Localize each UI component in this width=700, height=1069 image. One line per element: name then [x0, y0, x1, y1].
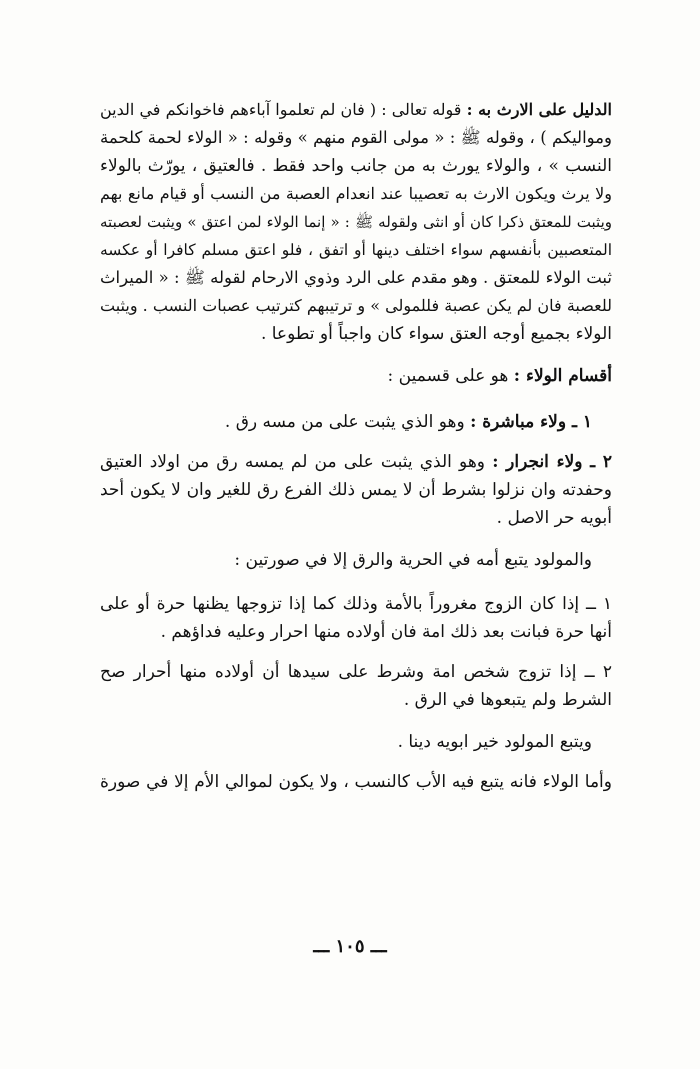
line-text: ٢ ــ إذا تزوج شخص امة وشرط على سيدها أن أولاده منها أحرار صح	[100, 662, 612, 682]
line-text: ومواليكم ) ، وقوله ﷺ : « مولى القوم منهم » وقوله : « الولاء لحمة كلحمة	[100, 128, 612, 147]
text-line	[100, 152, 612, 180]
paragraph-gap	[100, 532, 612, 546]
line-text: المتعصبين بأنفسهم سواء اختلف دينها أو اتفق ، فلو اعتق مسلم كافرا أو عكسه	[100, 241, 612, 259]
paragraph	[100, 590, 612, 646]
paragraph-gap	[100, 756, 612, 768]
text-line	[100, 408, 592, 436]
paragraph	[100, 448, 612, 532]
line-text: ولا يرث ويكون الارث به تعصيبا عند انعدام العصبة من النسب أو قيام مانع بهم	[100, 184, 612, 203]
text-line	[100, 448, 612, 476]
paragraph	[100, 362, 612, 390]
text-line	[100, 546, 592, 574]
line-text: وهو الذي يثبت على من لم يمسه رق من اولاد العتيق	[100, 452, 493, 472]
page-number: ـــ ١٠٥ ـــ	[313, 936, 387, 957]
text-line	[100, 476, 612, 504]
section-heading: الدليل على الارث به :	[466, 100, 612, 119]
line-text: وأما الولاء فانه يتبع فيه الأب كالنسب ، ولا يكون لموالي الأم إلا في صورة	[100, 772, 612, 792]
paragraph	[100, 96, 612, 348]
line-text: الشرط ولم يتبعوها في الرق .	[403, 690, 612, 710]
text-line	[100, 658, 612, 686]
text-line	[100, 590, 612, 618]
text-line	[100, 768, 612, 796]
paragraph	[100, 728, 612, 756]
text-line	[100, 208, 612, 236]
line-text: ١ ــ إذا كان الزوج مغروراً بالأمة وذلك كما إذا تزوجها يظنها حرة أو على	[100, 594, 612, 614]
line-text: هو على قسمين :	[387, 366, 514, 386]
line-text: وهو الذي يثبت على من مسه رق .	[224, 412, 471, 432]
text-line	[100, 236, 612, 264]
text-line	[100, 362, 612, 390]
paragraph-gap	[100, 646, 612, 658]
paragraph-gap	[100, 348, 612, 362]
text-line	[100, 320, 612, 348]
text-line	[100, 504, 612, 532]
line-text: أبويه حر الاصل .	[496, 508, 612, 528]
line-text: والمولود يتبع أمه في الحرية والرق إلا في صورتين :	[234, 550, 592, 570]
line-text: ثبت الولاء للمعتق . وهو مقدم على الرد وذوي الارحام لقوله ﷺ : « الميراث	[100, 268, 612, 287]
text-line	[100, 728, 592, 756]
text-line	[100, 292, 612, 320]
paragraph-gap	[100, 390, 612, 408]
line-text: ويتبع المولود خير ابويه دينا .	[397, 732, 592, 752]
section-heading: ٢ ـ ولاء انجرار :	[492, 452, 612, 472]
line-text: قوله تعالى : ( فان لم تعلموا آباءهم فاخوانكم في الدين	[100, 100, 467, 119]
line-text: الولاء بجميع أوجه العتق سواء كان واجباً أو تطوعا .	[260, 324, 612, 344]
line-text: ويثبت للمعتق ذكرا كان أو انثى ولقوله ﷺ : « إنما الولاء لمن اعتق » ويثبت لعصبته	[100, 213, 612, 231]
line-text: وحفدته وان نزلوا بشرط أن لا يمس ذلك الفرع رق للغير وان لا يكون أحد	[100, 480, 612, 500]
text-line	[100, 124, 612, 152]
paragraph	[100, 546, 612, 574]
text-line	[100, 686, 612, 714]
paragraph-gap	[100, 574, 612, 590]
section-heading: ١ ـ ولاء مباشرة :	[470, 412, 592, 432]
text-line	[100, 618, 612, 646]
paragraph	[100, 768, 612, 796]
line-text: للعصبة فان لم يكن عصبة فللمولى » و ترتيبهم كترتيب عصبات النسب . ويثبت	[100, 296, 612, 315]
paragraph-gap	[100, 436, 612, 448]
paragraph-gap	[100, 714, 612, 728]
paragraph	[100, 408, 612, 436]
line-text: أنها حرة فبانت بعد ذلك امة فان أولاده منها احرار وعليه فداؤهم .	[160, 622, 612, 642]
text-line	[100, 180, 612, 208]
line-text: النسب » ، والولاء يورث به من جانب واحد فقط . فالعتيق ، يورّث بالولاء	[100, 156, 612, 176]
text-line	[100, 96, 612, 124]
text-line	[100, 264, 612, 292]
body-text	[100, 96, 612, 796]
paragraph	[100, 658, 612, 714]
section-heading: أقسام الولاء :	[513, 366, 612, 386]
